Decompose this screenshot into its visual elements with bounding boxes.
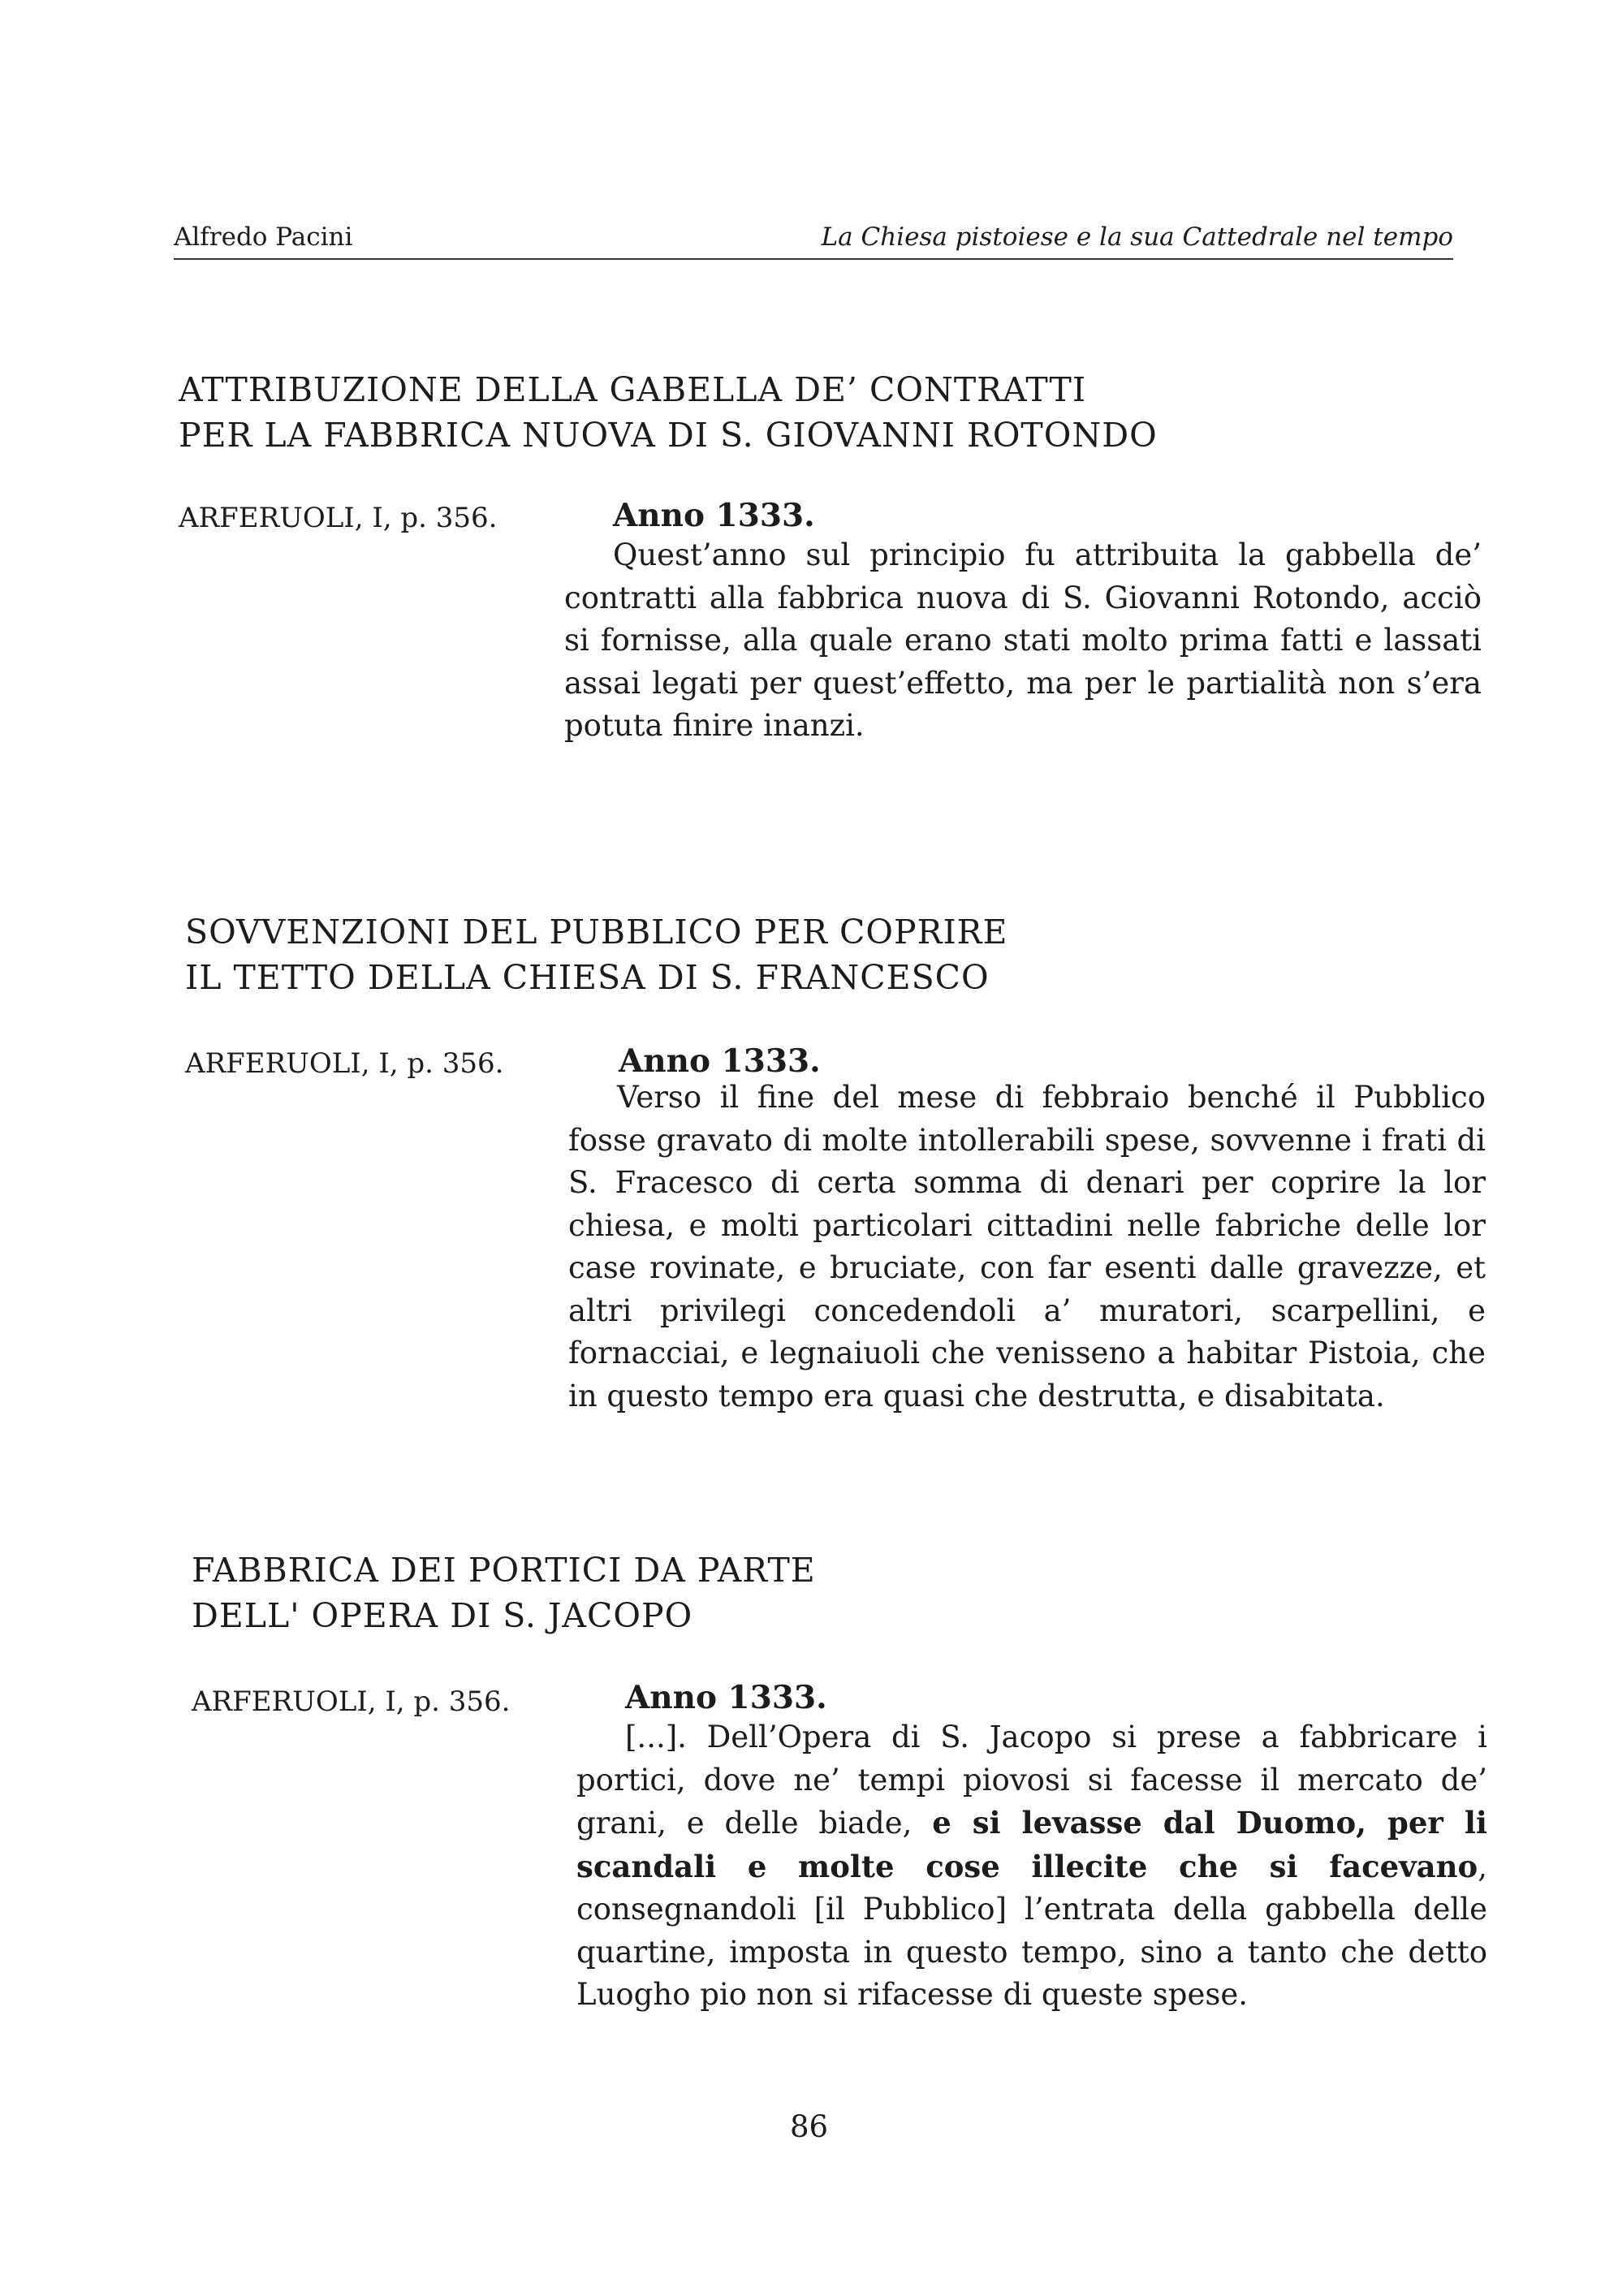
header-author: Alfredo Pacini: [174, 222, 353, 252]
section-3-text-after: , consegnandoli [il Pubblico] l’entrata della gabbella delle quartine, imposta in questo tempo, sino a tanto che detto Luogho pio non si rifacesse di queste spese.: [576, 1849, 1487, 2012]
section-3-year: Anno 1333.: [625, 1679, 827, 1716]
section-3-text: [576, 1716, 1487, 2017]
running-header: [174, 218, 1453, 258]
section-2-paragraph: Verso il fine del mese di febbraio benché il Pubblico fosse gravato di molte intollerabili spese, sovvenne i frati di S. Fracesco di certa somma di denari per coprire la lor chiesa, e molti particolari cittadini nelle fabriche delle lor case rovinate, e bruciate, con far esenti dalle gravezze, et altri privilegi concedendoli a’ muratori, scarpellini, e fornacciai, e legnaiuoli che venisseno a habitar Pistoia, che in questo tempo era quasi che destrutta, e disabitata.: [568, 1080, 1486, 1413]
header-book-title: La Chiesa pistoiese e la sua Cattedrale nel tempo: [821, 222, 1453, 252]
section-1-source: ARFERUOLI, I, p. 356.: [179, 502, 498, 534]
section-1-text: [564, 534, 1482, 748]
section-2-source: ARFERUOLI, I, p. 356.: [185, 1047, 504, 1080]
section-3-heading: [192, 1547, 816, 1638]
section-1-heading: [179, 367, 1158, 458]
section-1-paragraph: Quest’anno sul principio fu attribuita la gabbella de’ contratti alla fabbrica nuova di S. Giovanni Rotondo, acciò si fornisse, alla quale erano stati molto prima fatti e lassati assai legati per quest’effetto, ma per le partialità non s’era potuta finire inanzi.: [564, 537, 1482, 743]
section-2-heading: [185, 909, 1007, 1000]
section-1-heading-line-1: ATTRIBUZIONE DELLA GABELLA DE’ CONTRATTI: [179, 370, 1087, 409]
section-1-heading-line-2: PER LA FABBRICA NUOVA DI S. GIOVANNI ROTONDO: [179, 416, 1158, 455]
section-2-year: Anno 1333.: [619, 1042, 821, 1080]
section-2-text: [568, 1077, 1486, 1418]
section-3-heading-line-2: DELL' OPERA DI S. JACOPO: [192, 1596, 693, 1635]
section-3-paragraph: [576, 1716, 1487, 2017]
section-2-heading-line-2: IL TETTO DELLA CHIESA DI S. FRANCESCO: [185, 958, 990, 997]
page-number: 86: [789, 2109, 829, 2144]
section-3-text-before: [...]. Dell’Opera di S. Jacopo si prese a fabbricare i portici, dove ne’ tempi piovosi si facesse il mercato de’ grani, e delle biade,: [576, 1720, 1487, 1841]
section-1-year: Anno 1333.: [613, 497, 815, 534]
section-3-source: ARFERUOLI, I, p. 356.: [192, 1685, 511, 1718]
header-rule: [174, 258, 1453, 260]
section-3-heading-line-1: FABBRICA DEI PORTICI DA PARTE: [192, 1551, 816, 1590]
section-3-text-bold: e si levasse dal Duomo, per li scandali e molte cose illecite che si facevano: [576, 1805, 1487, 1884]
section-2-heading-line-1: SOVVENZIONI DEL PUBBLICO PER COPRIRE: [185, 913, 1008, 952]
